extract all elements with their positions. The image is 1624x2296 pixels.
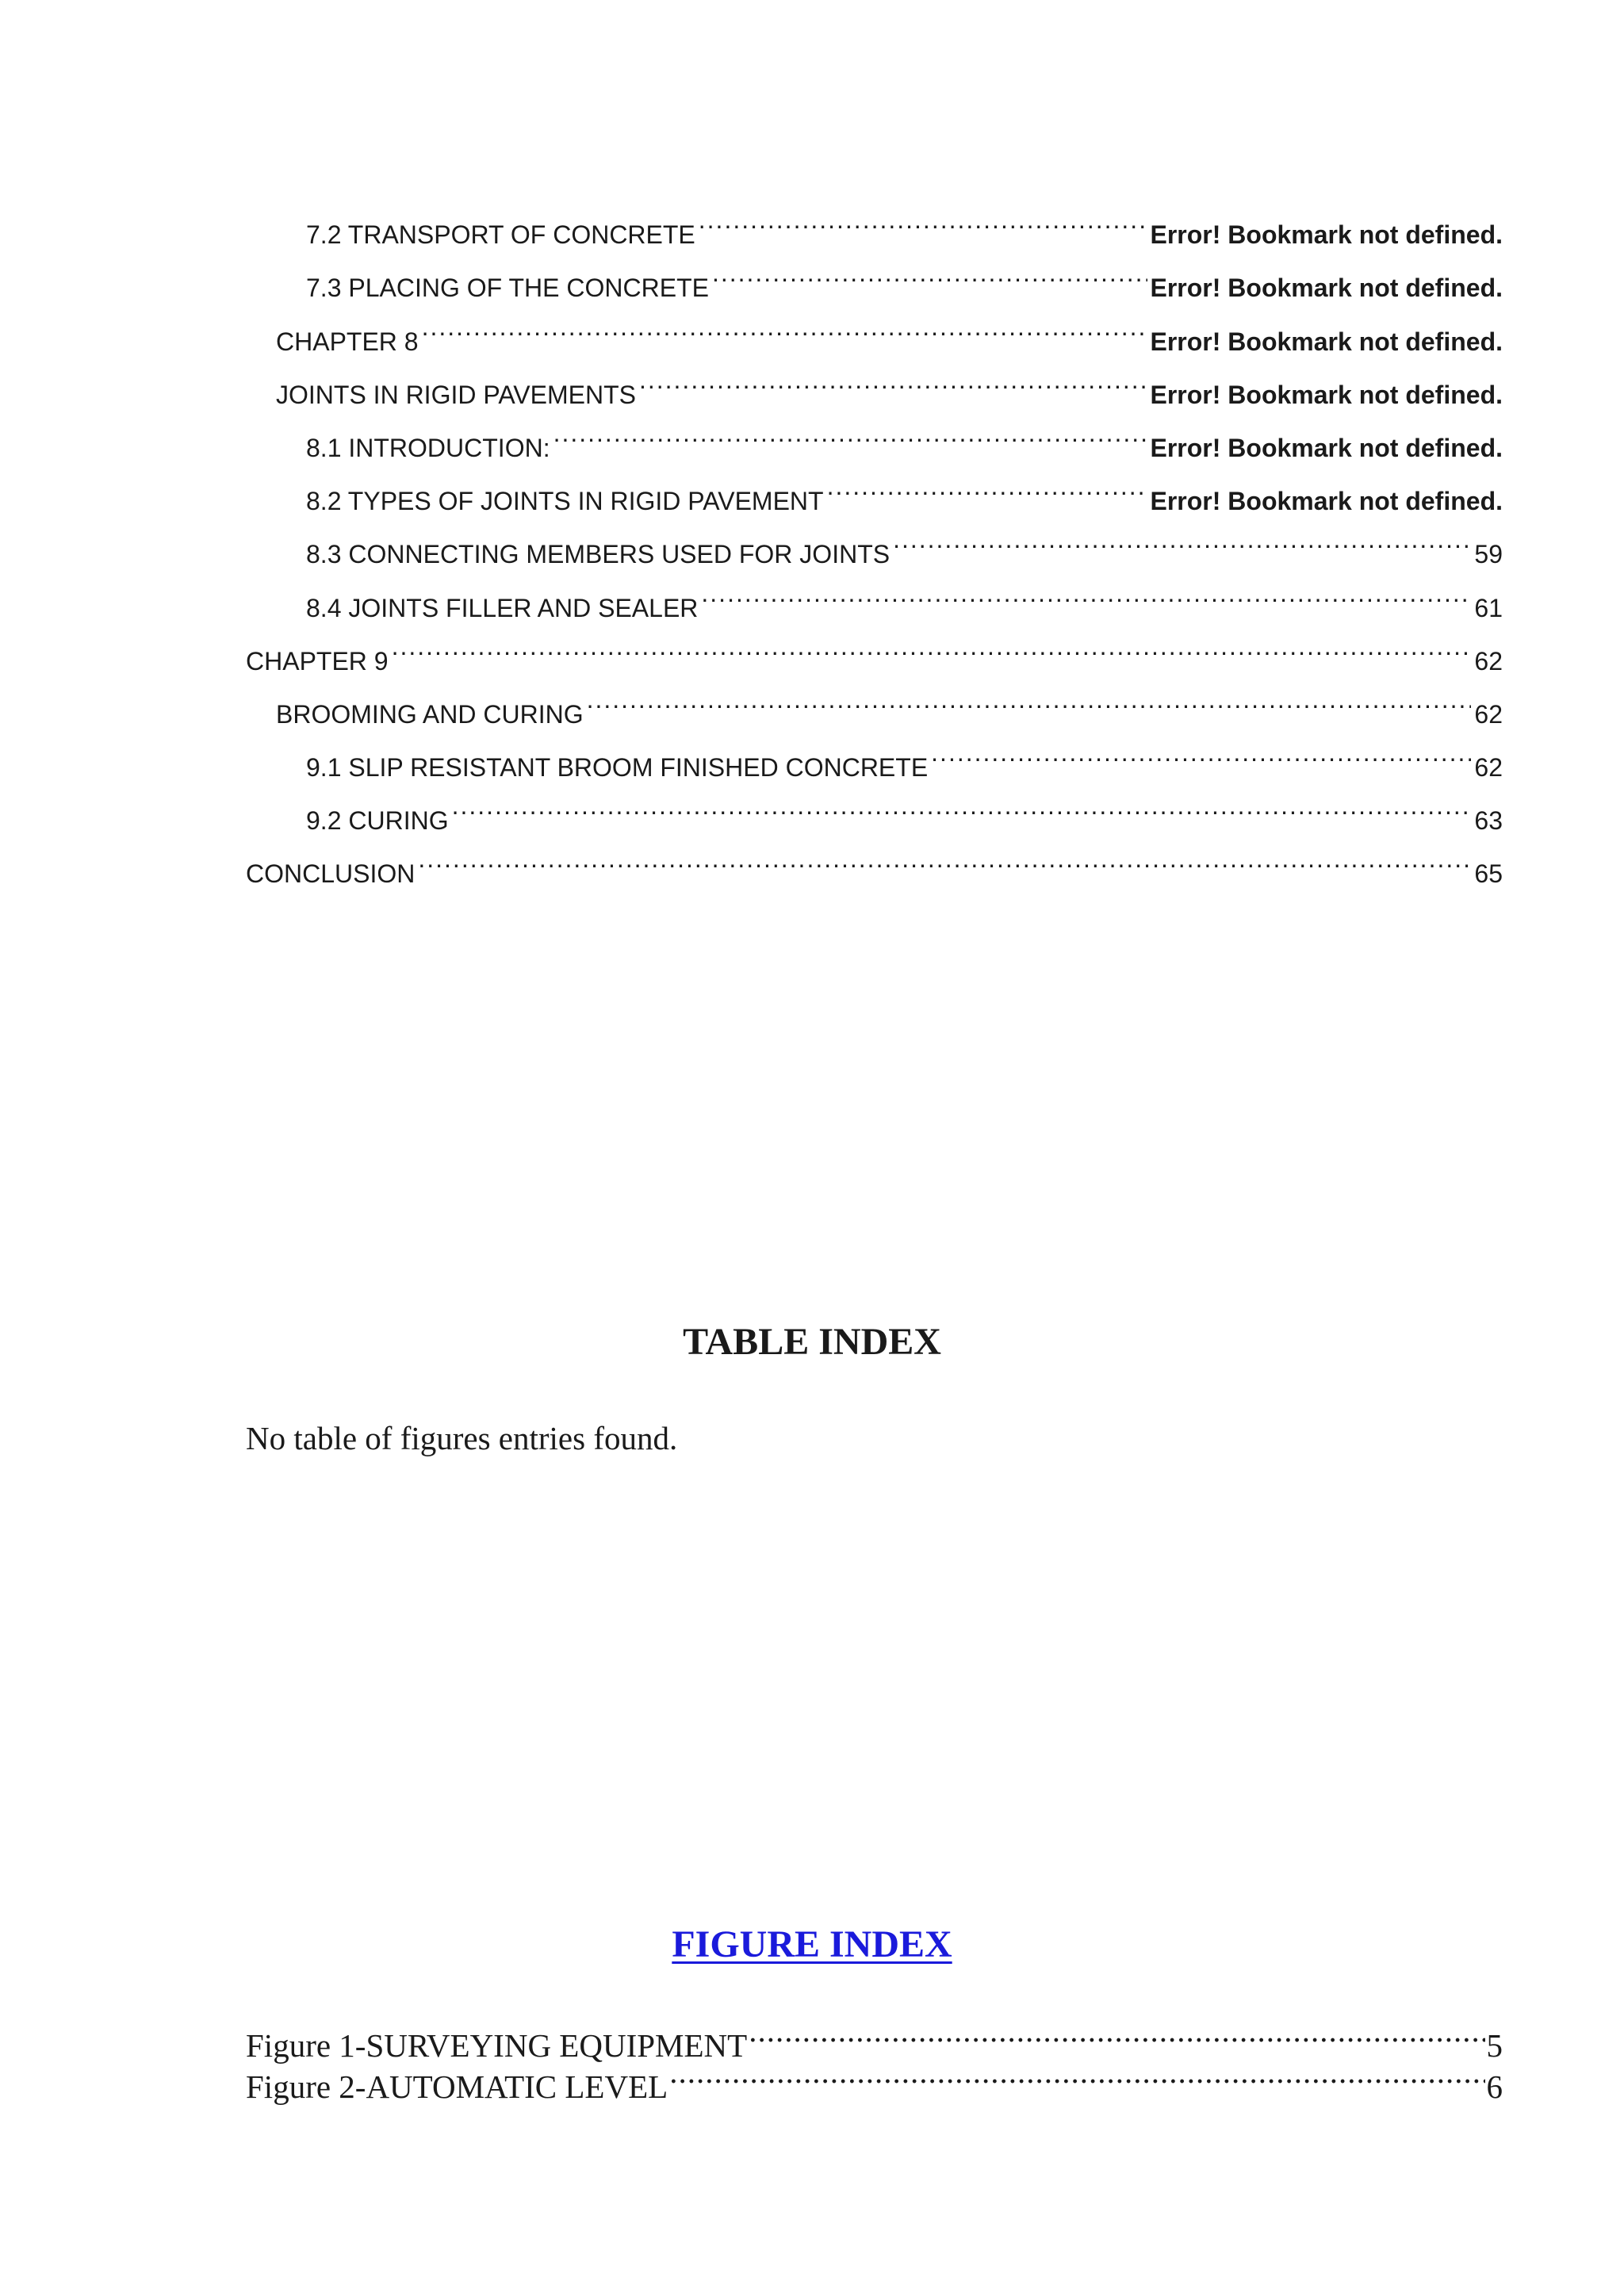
toc-dot-leader [553, 404, 1147, 457]
toc-entry[interactable] [246, 670, 1503, 729]
toc-entry-label: 7.3 PLACING OF THE CONCRETE [306, 274, 709, 303]
figure-dot-leader [749, 2015, 1484, 2057]
toc-dot-leader [639, 350, 1147, 404]
toc-entry-error: Error! Bookmark not defined. [1150, 380, 1503, 409]
toc-dot-leader [418, 829, 1471, 882]
toc-dot-leader [827, 457, 1147, 510]
toc-entry-page-number: 65 [1474, 859, 1503, 889]
toc-entry-label: CHAPTER 9 [246, 646, 389, 675]
toc-dot-leader [931, 723, 1471, 776]
toc-dot-leader [701, 563, 1471, 616]
toc-dot-leader [699, 190, 1147, 243]
toc-entry-label: CHAPTER 8 [276, 327, 419, 356]
figure-entry-label: Figure 1-SURVEYING EQUIPMENT [246, 2027, 748, 2064]
toc-dot-leader [712, 243, 1147, 297]
toc-entry-label: 9.1 SLIP RESISTANT BROOM FINISHED CONCRETE [306, 753, 929, 783]
toc-entry-label: BROOMING AND CURING [276, 699, 584, 729]
toc-entry-error: Error! Bookmark not defined. [1150, 327, 1503, 356]
toc-entry[interactable] [246, 190, 1503, 250]
toc-dot-leader [587, 670, 1472, 723]
figure-index-heading[interactable]: FIGURE INDEX [672, 1923, 952, 1965]
toc-entry-page-number: 63 [1474, 806, 1503, 836]
table-of-contents [246, 190, 1503, 889]
figure-index-list [246, 2015, 1503, 2105]
toc-entry[interactable] [246, 617, 1503, 675]
toc-entry-label: 8.2 TYPES OF JOINTS IN RIGID PAVEMENT [306, 487, 824, 516]
toc-dot-leader [893, 510, 1471, 563]
toc-entry-label: 8.3 CONNECTING MEMBERS USED FOR JOINTS [306, 540, 891, 569]
toc-entry[interactable] [246, 829, 1503, 889]
toc-entry-error: Error! Bookmark not defined. [1150, 274, 1503, 303]
figure-index-entry[interactable] [246, 2015, 1503, 2064]
figure-entry-page-number: 6 [1486, 2068, 1503, 2105]
table-index-heading: TABLE INDEX [683, 1321, 941, 1363]
toc-entry-error: Error! Bookmark not defined. [1150, 433, 1503, 462]
figure-entry-page-number: 5 [1486, 2027, 1503, 2064]
toc-entry-page-number: 62 [1474, 646, 1503, 675]
toc-entry-error: Error! Bookmark not defined. [1150, 487, 1503, 516]
toc-entry-label: CONCLUSION [246, 859, 416, 889]
toc-entry-label: JOINTS IN RIGID PAVEMENTS [276, 380, 636, 409]
toc-entry-label: 7.2 TRANSPORT OF CONCRETE [306, 220, 695, 250]
toc-entry-page-number: 59 [1474, 540, 1503, 569]
figure-dot-leader [669, 2057, 1484, 2098]
toc-dot-leader [392, 617, 1472, 670]
figure-entry-label: Figure 2-AUTOMATIC LEVEL [246, 2068, 668, 2105]
toc-entry-label: 9.2 CURING [306, 806, 449, 836]
toc-dot-leader [422, 297, 1147, 350]
toc-entry-label: 8.1 INTRODUCTION: [306, 433, 550, 462]
toc-entry-error: Error! Bookmark not defined. [1150, 220, 1503, 250]
toc-dot-leader [452, 776, 1472, 829]
toc-entry-page-number: 61 [1474, 593, 1503, 622]
toc-entry-label: 8.4 JOINTS FILLER AND SEALER [306, 593, 699, 622]
toc-entry-page-number: 62 [1474, 753, 1503, 783]
table-index-empty-message: No table of figures entries found. [246, 1420, 678, 1456]
toc-entry-page-number: 62 [1474, 699, 1503, 729]
